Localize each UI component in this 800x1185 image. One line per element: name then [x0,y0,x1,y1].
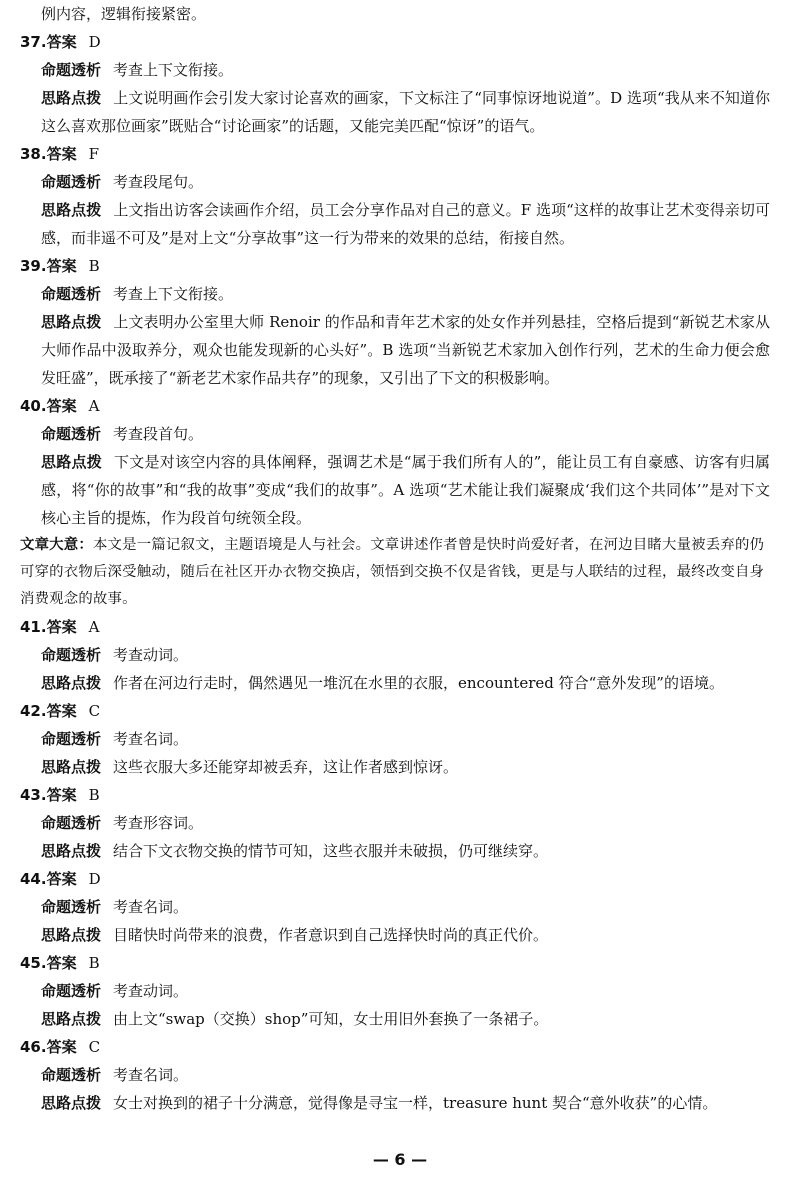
analysis-row [20,420,770,448]
analysis-text: 考查名词。 [113,730,189,748]
answer-row [20,28,770,56]
analysis-text: 考查段首句。 [113,425,204,443]
hint-row [20,448,770,532]
answer-row [20,252,770,280]
question-number: 37. [20,33,47,51]
question-44 [20,865,770,949]
answer-label: 答案 [46,33,77,51]
answer-letter: D [88,33,101,51]
answer-letter: A [88,397,100,415]
hint-label: 思路点拨 [41,1094,102,1112]
answer-label: 答案 [46,145,77,163]
hint-row [20,837,770,865]
question-number: 43. [20,786,47,804]
analysis-label: 命题透析 [41,61,102,79]
question-41 [20,613,770,697]
hint-row [20,84,770,140]
answer-label: 答案 [46,954,77,972]
analysis-label: 命题透析 [41,814,102,832]
question-number: 41. [20,618,47,636]
analysis-text: 考查上下文衔接。 [113,285,234,303]
answer-letter: B [88,954,100,972]
answer-row [20,613,770,641]
hint-text: 目睹快时尚带来的浪费，作者意识到自己选择快时尚的真正代价。 [113,926,549,944]
analysis-label: 命题透析 [41,730,102,748]
analysis-label: 命题透析 [41,1066,102,1084]
question-number: 42. [20,702,47,720]
analysis-text: 考查动词。 [113,646,189,664]
question-45 [20,949,770,1033]
hint-label: 思路点拨 [41,674,102,692]
question-number: 46. [20,1038,47,1056]
hint-label: 思路点拨 [41,201,102,219]
answer-label: 答案 [46,786,77,804]
hint-row [20,753,770,781]
summary-text: 本文是一篇记叙文，主题语境是人与社会。文章讲述作者曾是快时尚爱好者，在河边目睹大量被丢弃的仍可穿的衣物后深受触动，随后在社区开办衣物交换店，领悟到交换不仅是省钱，更是与人联结的过程，最终改变自身消费观念的故事。 [20,537,765,607]
question-number: 45. [20,954,47,972]
analysis-label: 命题透析 [41,285,102,303]
answer-letter: B [88,786,100,804]
analysis-row [20,809,770,837]
answer-row [20,865,770,893]
answer-row [20,697,770,725]
summary-label: 文章大意： [20,537,93,553]
hint-label: 思路点拨 [41,926,102,944]
hint-text: 这些衣服大多还能穿却被丢弃，这让作者感到惊讶。 [113,758,459,776]
intro-line: 例内容，逻辑衔接紧密。 [41,5,207,23]
hint-row [20,669,770,697]
question-42 [20,697,770,781]
analysis-label: 命题透析 [41,982,102,1000]
answer-letter: A [88,618,100,636]
hint-row [20,1089,770,1117]
analysis-row [20,1061,770,1089]
hint-text: 女士对换到的裙子十分满意，觉得像是寻宝一样，treasure hunt 契合“意外收获”的心情。 [113,1094,718,1112]
question-38 [20,140,770,252]
answer-label: 答案 [46,618,77,636]
hint-row [20,196,770,252]
analysis-row [20,168,770,196]
question-39 [20,252,770,392]
article-summary [20,532,770,613]
hint-text: 上文指出访客会读画作介绍，员工会分享作品对自己的意义。F 选项“这样的故事让艺术变得亲切可感，而非遥不可及”是对上文“分享故事”这一行为带来的效果的总结，衔接自然。 [41,201,770,247]
hint-text: 下文是对该空内容的具体阐释，强调艺术是“属于我们所有人的”，能让员工有自豪感、访客有归属感，将“你的故事”和“我的故事”变成“我们的故事”。A 选项“艺术能让我们凝聚成‘我们这个共同体’”是对下文核心主旨的提炼，作为段首句统领全段。 [41,453,770,527]
analysis-row [20,893,770,921]
answer-row [20,949,770,977]
answer-row [20,1033,770,1061]
hint-row [20,1005,770,1033]
answer-letter: C [88,1038,101,1056]
analysis-label: 命题透析 [41,173,102,191]
analysis-text: 考查段尾句。 [113,173,204,191]
answer-label: 答案 [46,397,77,415]
analysis-row [20,280,770,308]
question-number: 38. [20,145,47,163]
answer-row [20,392,770,420]
question-number: 44. [20,870,47,888]
question-43 [20,781,770,865]
answer-letter: B [88,257,100,275]
analysis-label: 命题透析 [41,646,102,664]
analysis-row [20,56,770,84]
analysis-label: 命题透析 [41,425,102,443]
analysis-text: 考查名词。 [113,898,189,916]
answer-letter: F [88,145,100,163]
hint-label: 思路点拨 [41,89,102,107]
hint-label: 思路点拨 [41,453,102,471]
answer-letter: C [88,702,101,720]
hint-row [20,308,770,392]
analysis-row [20,725,770,753]
question-number: 40. [20,397,47,415]
hint-text: 由上文“swap（交换）shop”可知，女士用旧外套换了一条裙子。 [113,1010,549,1028]
analysis-text: 考查上下文衔接。 [113,61,234,79]
answer-letter: D [88,870,101,888]
analysis-label: 命题透析 [41,898,102,916]
hint-text: 上文表明办公室里大师 Renoir 的作品和青年艺术家的处女作并列悬挂，空格后提到“新锐艺术家从大师作品中汲取养分，观众也能发现新的心头好”。B 选项“当新锐艺术家加入创作行列，艺术的生命力便会愈发旺盛”，既承接了“新老艺术家作品共存”的现象，又引出了下文的积极影响。 [41,313,770,387]
analysis-row [20,641,770,669]
analysis-text: 考查动词。 [113,982,189,1000]
page-number: — 6 — [372,1150,428,1169]
hint-row [20,921,770,949]
analysis-row [20,977,770,1005]
analysis-text: 考查名词。 [113,1066,189,1084]
answer-label: 答案 [46,702,77,720]
question-40 [20,392,770,532]
question-number: 39. [20,257,47,275]
hint-label: 思路点拨 [41,313,102,331]
hint-label: 思路点拨 [41,1010,102,1028]
hint-label: 思路点拨 [41,758,102,776]
answer-row [20,781,770,809]
question-46 [20,1033,770,1117]
question-37 [20,28,770,140]
answer-label: 答案 [46,1038,77,1056]
hint-text: 上文说明画作会引发大家讨论喜欢的画家，下文标注了“同事惊讶地说道”。D 选项“我从来不知道你这么喜欢那位画家”既贴合“讨论画家”的话题，又能完美匹配“惊讶”的语气。 [41,89,770,135]
hint-label: 思路点拨 [41,842,102,860]
answer-label: 答案 [46,257,77,275]
answer-label: 答案 [46,870,77,888]
hint-text: 作者在河边行走时，偶然遇见一堆沉在水里的衣服，encountered 符合“意外发现”的语境。 [113,674,724,692]
answer-row [20,140,770,168]
analysis-text: 考查形容词。 [113,814,204,832]
hint-text: 结合下文衣物交换的情节可知，这些衣服并未破损，仍可继续穿。 [113,842,549,860]
